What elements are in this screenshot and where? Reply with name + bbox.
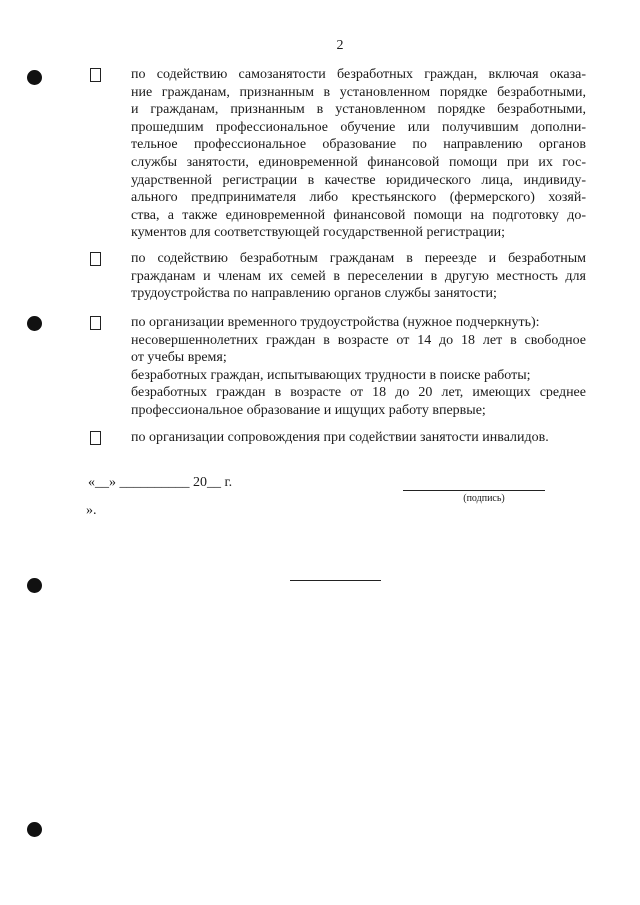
signature-line[interactable]: [403, 490, 545, 491]
option-relocation-text: [131, 250, 586, 303]
option-self-employment: [90, 66, 586, 242]
text-line: кументов для соответствующей государственной регистрации;: [131, 225, 505, 241]
option-disabled-support: [90, 429, 586, 447]
option-self-employment-text: [131, 66, 586, 242]
text-line: по содействию самозанятости безработных граждан, включая оказа-: [131, 67, 586, 82]
text-line: ние гражданам, признанным в установленном порядке безработными,: [131, 84, 586, 100]
option-disabled-support-text: [131, 429, 586, 447]
option-temporary-employment: [90, 314, 586, 420]
text-line: безработных граждан в возрасте от 18 до 20 лет, имеющих среднее: [131, 385, 586, 401]
closing-mark: ».: [86, 503, 97, 518]
text-line: профессиональное образование и ищущих работу впервые;: [131, 402, 486, 418]
text-line: по организации временного трудоустройства (нужное подчеркнуть):: [131, 315, 540, 330]
option-temporary-employment-checkbox[interactable]: [90, 316, 101, 330]
text-line: гражданам и членам их семей в переселении в другую местность для: [131, 268, 586, 284]
text-line: по содействию безработным гражданам в переезде и безработным: [131, 251, 586, 266]
text-line: безработных граждан, испытывающих трудности в поиске работы;: [131, 367, 531, 383]
page-number: 2: [336, 38, 344, 53]
text-line: тельное профессиональное образование по направлению органов: [131, 137, 586, 153]
option-self-employment-checkbox[interactable]: [90, 68, 101, 82]
date-field[interactable]: «__» __________ 20__ г.: [88, 475, 233, 490]
end-rule: [290, 580, 381, 581]
text-line: несовершеннолетних граждан в возрасте от 14 до 18 лет в свободное: [131, 332, 586, 348]
text-line: от учебы время;: [131, 350, 227, 366]
text-line: и гражданам, признанным в установленном порядке безработными,: [131, 102, 586, 118]
option-disabled-support-checkbox[interactable]: [90, 431, 101, 445]
text-line: ства, а также единовременной финансовой помощи на подготовку до-: [131, 207, 586, 223]
punch-hole-1: [27, 70, 42, 85]
option-relocation: [90, 250, 586, 303]
punch-hole-3: [27, 578, 42, 593]
option-temporary-employment-text: [131, 314, 586, 420]
signature-caption: (подпись): [463, 493, 505, 504]
option-relocation-checkbox[interactable]: [90, 252, 101, 266]
text-line: ударственной регистрации в качестве юридического лица, индивиду-: [131, 172, 586, 188]
text-line: по организации сопровождения при содействии занятости инвалидов.: [131, 430, 549, 445]
text-line: службы занятости, единовременной финансовой помощи при их гос-: [131, 154, 586, 170]
punch-hole-4: [27, 822, 42, 837]
text-line: трудоустройства по направлению органов службы занятости;: [131, 286, 497, 302]
text-line: прошедшим профессиональное обучение или получившим дополни-: [131, 119, 586, 135]
punch-hole-2: [27, 316, 42, 331]
text-line: ального предпринимателя либо крестьянского (фермерского) хозяй-: [131, 190, 586, 206]
